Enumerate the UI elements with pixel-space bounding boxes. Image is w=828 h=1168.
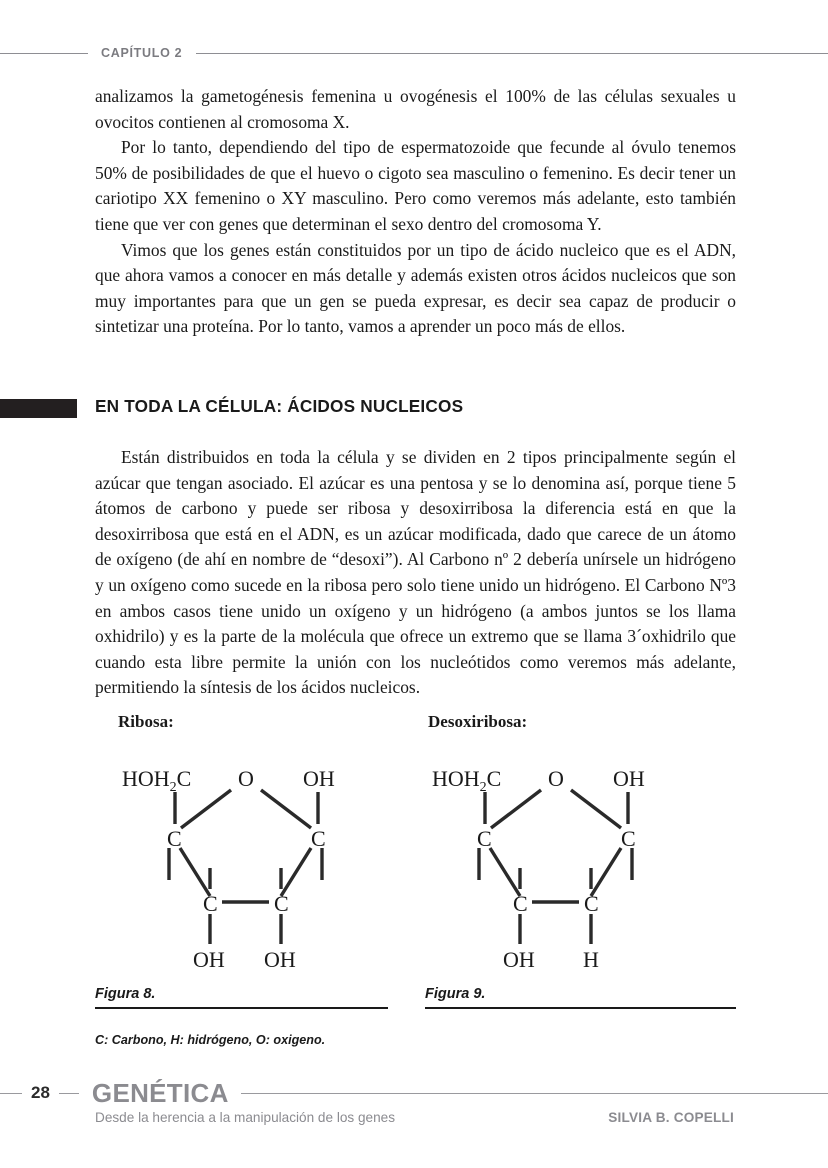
figure-legend: C: Carbono, H: hidrógeno, O: oxigeno.	[95, 1033, 326, 1047]
caption-figure-9	[425, 986, 736, 1009]
atom-hoh2c: $HOH_2C$	[432, 766, 502, 795]
book-author: SILVIA B. COPELLI	[608, 1110, 734, 1125]
deoxyribose-structure-diagram	[428, 756, 690, 978]
atom-carbon-left: C	[477, 826, 492, 851]
figure-deoxyribose	[428, 712, 690, 978]
chapter-label: CAPÍTULO 2	[101, 46, 183, 60]
footer-rule-middle	[59, 1093, 79, 1094]
page-footer	[0, 1078, 828, 1148]
section-heading	[0, 396, 828, 420]
book-title: GENÉTICA	[91, 1077, 229, 1108]
body-text-block-lower	[95, 445, 736, 701]
figure-ribose	[118, 712, 380, 978]
bond-c-left-to-c-bottom-left	[490, 848, 520, 896]
atom-hoh2c: $HOH_2C$	[122, 766, 192, 795]
footer-bottom-row	[95, 1110, 736, 1125]
ribose-structure-diagram	[118, 756, 380, 978]
atom-carbon-bottom-left: C	[203, 891, 218, 916]
running-head-rule-right	[196, 53, 828, 54]
footer-rule-left	[0, 1093, 22, 1094]
atom-top-right-oh: OH	[303, 766, 335, 791]
body-text-block-upper	[95, 84, 736, 340]
caption-figure-8	[95, 986, 388, 1009]
deoxyribose-svg	[428, 756, 690, 978]
atom-carbon-bottom-left: C	[513, 891, 528, 916]
figure-deoxyribose-label: Desoxiribosa:	[428, 712, 528, 731]
figure-area	[0, 712, 828, 982]
paragraph: analizamos la gametogénesis femenina u ovogénesis el 100% de las células sexuales u ovocitos contienen al cromosoma X.	[95, 86, 736, 132]
atom-carbon-right: C	[311, 826, 326, 851]
caption-figure-9-rule	[425, 1007, 736, 1009]
atom-bottom-left-group: OH	[193, 947, 225, 972]
atom-bottom-right-group: H	[583, 947, 599, 972]
atom-ring-oxygen: O	[238, 766, 254, 791]
footer-rule-right	[241, 1093, 828, 1094]
atom-carbon-right: C	[621, 826, 636, 851]
atom-bottom-right-group: OH	[264, 947, 296, 972]
footer-top-row	[0, 1078, 828, 1108]
paragraph: Vimos que los genes están constituidos por un tipo de ácido nucleico que es el ADN, que ahora vamos a conocer en más detalle y además existen otros ácidos nucleicos que son muy importantes para que un gen se pueda expresar, es decir sea capaz de producir o sintetizar una proteína. Por lo tanto, vamos a aprender un poco más de ellos.	[95, 239, 736, 337]
bond-ring-o-to-c-right	[571, 790, 621, 828]
atom-bottom-left-group: OH	[503, 947, 535, 972]
atom-carbon-left: C	[167, 826, 182, 851]
atom-top-right-oh: OH	[613, 766, 645, 791]
paragraph: Por lo tanto, dependiendo del tipo de espermatozoide que fecunde al óvulo tenemos 50% de posibilidades de que el huevo o cigoto sea masculino o femenino. Es decir tener un cariotipo XX femenino o XY masculino. Pero como veremos más adelante, esto también tiene que ver con genes que determinan el sexo dentro del cromosoma Y.	[95, 137, 736, 234]
bond-c-right-to-c-bottom-right	[591, 848, 621, 896]
caption-figure-8-rule	[95, 1007, 388, 1009]
bond-ring-o-to-c-right	[261, 790, 311, 828]
atom-carbon-bottom-right: C	[584, 891, 599, 916]
running-head	[0, 42, 828, 64]
caption-figure-9-text: Figura 9.	[425, 986, 486, 1002]
section-heading-bar	[0, 399, 77, 418]
bond-c-right-to-c-bottom-right	[281, 848, 311, 896]
bond-c-left-to-ring-o	[181, 790, 231, 828]
figure-ribose-label: Ribosa:	[118, 712, 174, 731]
page-number: 28	[31, 1083, 50, 1102]
atom-ring-oxygen: O	[548, 766, 564, 791]
paragraph: Están distribuidos en toda la célula y se dividen en 2 tipos principalmente según el azúcar que tengan asociado. El azúcar es una pentosa y se lo denomina así, porque tiene 5 átomos de carbono y puede ser ribosa y desoxirribosa la diferencia está en que la desoxirribosa que está en el ADN, es un azúcar modificada, dado que carece de un átomo de oxígeno (de ahí en nombre de “desoxi”). Al Carbono nº 2 debería unírsele un hidrógeno y un oxígeno como sucede en la ribosa pero solo tiene unido un hidrógeno. El Carbono Nº3 en ambos casos tiene unido un oxígeno y un hidrógeno (a ambos juntos se los llama oxhidrilo) y es la parte de la molécula que ofrece un extremo que se llama 3´oxhidrilo que cuando esta libre permite la unión con los nucleótidos como veremos más adelante, permitiendo la síntesis de los ácidos nucleicos.	[95, 447, 736, 698]
book-subtitle: Desde la herencia a la manipulación de los genes	[95, 1110, 396, 1125]
running-head-rule-left	[0, 53, 88, 54]
atom-carbon-bottom-right: C	[274, 891, 289, 916]
bond-c-left-to-c-bottom-left	[180, 848, 210, 896]
bond-c-left-to-ring-o	[491, 790, 541, 828]
section-heading-title: EN TODA LA CÉLULA: ÁCIDOS NUCLEICOS	[95, 396, 464, 416]
ribose-svg	[118, 756, 380, 978]
caption-figure-8-text: Figura 8.	[95, 986, 156, 1002]
